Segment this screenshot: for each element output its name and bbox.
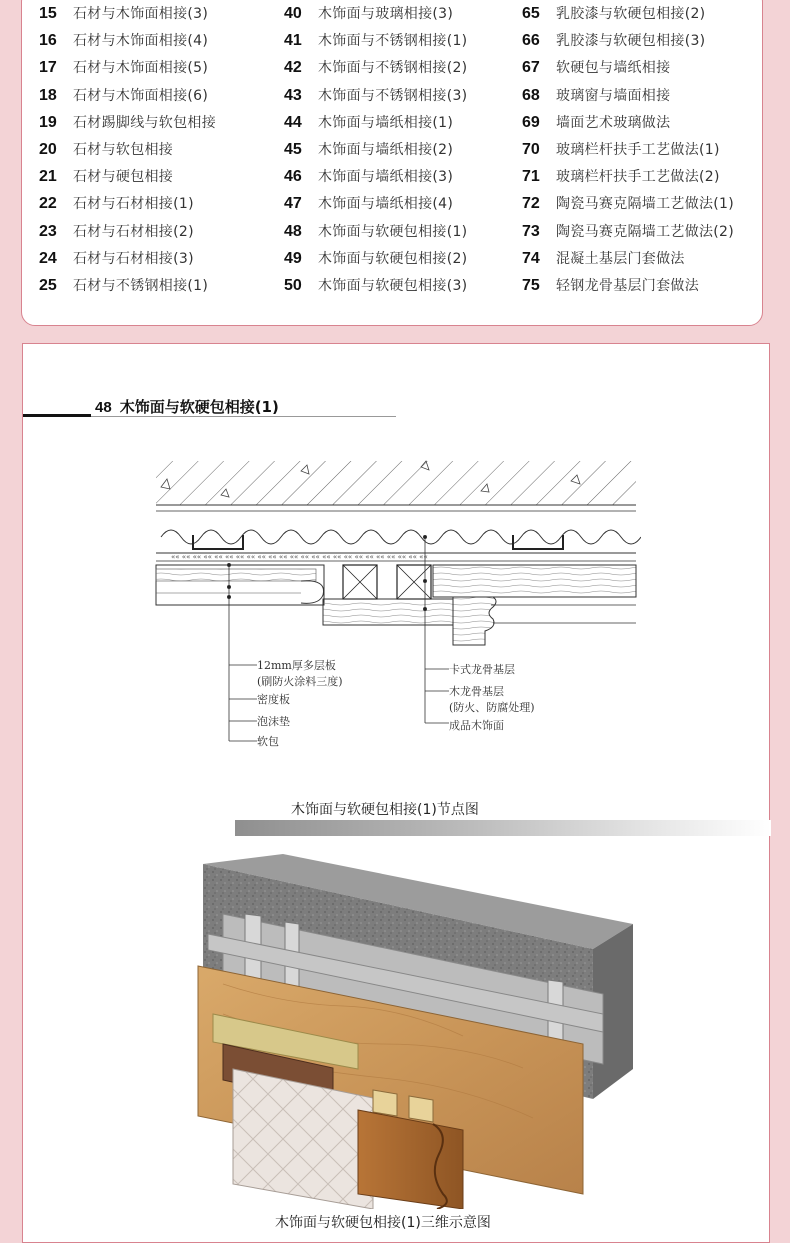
- contents-item-number: 24: [39, 249, 57, 267]
- contents-item[interactable]: [522, 275, 734, 302]
- contents-item-title: 石材与石材相接(3): [73, 250, 194, 267]
- contents-item-number: 75: [522, 276, 540, 294]
- contents-item-number: 22: [39, 195, 57, 213]
- contents-item-title: 木饰面与软硬包相接(2): [318, 250, 468, 267]
- contents-item[interactable]: [284, 3, 467, 30]
- detail-panel: [22, 343, 770, 1243]
- label-wood-keel-base: 木龙骨基层: [449, 685, 504, 698]
- contents-item-number: 20: [39, 140, 57, 158]
- contents-column-1: [39, 3, 216, 302]
- contents-item-number: 41: [284, 32, 302, 50]
- svg-text:«« «« «« «« «« «« «« «« «« ««: «« «« «« «« «« «« «« «« «« «« «« «« «« «« «« «« «« «« «« «« «« «« «« ««: [171, 553, 428, 561]
- contents-item-title: 软硬包与墙纸相接: [556, 60, 671, 77]
- contents-item-title: 石材与木饰面相接(4): [73, 33, 209, 50]
- contents-item-number: 67: [522, 59, 540, 77]
- section-title: 木饰面与软硬包相接(1): [119, 398, 279, 416]
- contents-item-number: 17: [39, 59, 57, 77]
- contents-item[interactable]: [39, 248, 216, 275]
- heading-rule-thick: [23, 414, 91, 417]
- contents-item-number: 40: [284, 5, 302, 22]
- contents-card: [21, 0, 763, 326]
- contents-item-title: 石材与木饰面相接(3): [73, 6, 209, 22]
- contents-item-title: 石材与石材相接(1): [73, 196, 194, 213]
- contents-item[interactable]: [284, 275, 467, 302]
- contents-item[interactable]: [522, 221, 734, 248]
- contents-item-number: 16: [39, 32, 57, 50]
- contents-item[interactable]: [522, 85, 734, 112]
- contents-item[interactable]: [284, 248, 467, 275]
- contents-item[interactable]: [284, 139, 467, 166]
- heading-rule-thin: [91, 416, 396, 417]
- contents-item-number: 72: [522, 195, 540, 213]
- contents-item[interactable]: [522, 248, 734, 275]
- contents-item-number: 49: [284, 249, 302, 267]
- contents-item[interactable]: [39, 30, 216, 57]
- contents-item-title: 轻钢龙骨基层门套做法: [556, 277, 699, 294]
- contents-item-number: 74: [522, 249, 540, 267]
- contents-item-number: 42: [284, 59, 302, 77]
- contents-item-title: 陶瓷马赛克隔墙工艺做法(1): [556, 196, 735, 213]
- contents-item[interactable]: [39, 85, 216, 112]
- contents-item[interactable]: [39, 112, 216, 139]
- contents-item[interactable]: [39, 3, 216, 30]
- contents-item-number: 18: [39, 86, 57, 104]
- contents-item-title: 木饰面与软硬包相接(3): [318, 277, 468, 294]
- label-fire-rot-treatment: (防火、防腐处理): [449, 701, 535, 714]
- contents-item[interactable]: [39, 139, 216, 166]
- contents-item-number: 23: [39, 222, 57, 240]
- contents-item-title: 木饰面与不锈钢相接(2): [318, 60, 468, 77]
- contents-item-title: 石材与不锈钢相接(1): [73, 277, 209, 294]
- label-fireproof-coating: (刷防火涂料三度): [257, 675, 343, 688]
- contents-item-title: 乳胶漆与软硬包相接(3): [556, 33, 706, 50]
- contents-item-title: 木饰面与不锈钢相接(1): [318, 33, 468, 50]
- contents-item[interactable]: [522, 166, 734, 193]
- section-heading: [95, 396, 279, 417]
- contents-item[interactable]: [522, 3, 734, 30]
- contents-item-title: 石材与木饰面相接(6): [73, 87, 209, 104]
- contents-item-number: 46: [284, 168, 302, 186]
- render-3d-illustration: [163, 854, 633, 1209]
- contents-item-number: 15: [39, 5, 57, 22]
- contents-item-title: 混凝土基层门套做法: [556, 250, 685, 267]
- label-soft-pack: 软包: [257, 735, 279, 748]
- contents-item-title: 木饰面与墙纸相接(2): [318, 141, 454, 158]
- contents-item[interactable]: [39, 221, 216, 248]
- contents-column-2: [284, 3, 467, 302]
- contents-column-3: [522, 3, 734, 302]
- contents-item[interactable]: [284, 112, 467, 139]
- contents-item-title: 石材与木饰面相接(5): [73, 60, 209, 77]
- contents-item-title: 木饰面与不锈钢相接(3): [318, 87, 468, 104]
- contents-item-title: 石材与硬包相接: [73, 169, 174, 186]
- contents-item-number: 73: [522, 222, 540, 240]
- contents-item[interactable]: [284, 85, 467, 112]
- caption-gradient-bar: [235, 820, 771, 836]
- label-multilayer-board: 12mm厚多层板: [257, 659, 336, 672]
- label-finished-veneer: 成品木饰面: [449, 719, 504, 732]
- contents-item[interactable]: [522, 139, 734, 166]
- contents-item-number: 25: [39, 276, 57, 294]
- contents-item[interactable]: [39, 275, 216, 302]
- contents-item-number: 71: [522, 168, 540, 186]
- label-density-board: 密度板: [257, 693, 290, 706]
- contents-item-title: 玻璃栏杆扶手工艺做法(1): [556, 141, 720, 158]
- contents-item-number: 65: [522, 5, 540, 22]
- contents-item[interactable]: [284, 30, 467, 57]
- label-card-keel-base: 卡式龙骨基层: [449, 663, 515, 676]
- contents-item-title: 木饰面与墙纸相接(4): [318, 196, 454, 213]
- contents-item[interactable]: [522, 57, 734, 84]
- node-drawing-caption: 木饰面与软硬包相接(1)节点图: [291, 802, 479, 818]
- label-foam-pad: 泡沫垫: [257, 715, 290, 728]
- contents-item-title: 玻璃窗与墙面相接: [556, 87, 671, 104]
- contents-item-title: 石材踢脚线与软包相接: [73, 114, 216, 131]
- contents-item[interactable]: [39, 193, 216, 220]
- section-number: 48: [95, 399, 112, 416]
- contents-item-number: 45: [284, 140, 302, 158]
- concrete-wall: [156, 461, 636, 505]
- contents-item-number: 50: [284, 276, 302, 294]
- contents-item[interactable]: [39, 57, 216, 84]
- contents-item-number: 66: [522, 32, 540, 50]
- render-3d-caption: 木饰面与软硬包相接(1)三维示意图: [275, 1215, 491, 1231]
- contents-item-number: 69: [522, 113, 540, 131]
- contents-item-title: 木饰面与墙纸相接(3): [318, 169, 454, 186]
- contents-item-title: 玻璃栏杆扶手工艺做法(2): [556, 169, 720, 186]
- contents-item-number: 48: [284, 222, 302, 240]
- contents-item[interactable]: [284, 193, 467, 220]
- contents-item[interactable]: [284, 57, 467, 84]
- contents-item[interactable]: [39, 166, 216, 193]
- contents-item-title: 石材与软包相接: [73, 141, 174, 158]
- contents-item[interactable]: [522, 112, 734, 139]
- contents-item-title: 木饰面与玻璃相接(3): [318, 6, 454, 22]
- contents-item-number: 43: [284, 86, 302, 104]
- contents-item-number: 44: [284, 113, 302, 131]
- contents-item-number: 21: [39, 168, 57, 186]
- contents-item-number: 68: [522, 86, 540, 104]
- contents-item-number: 70: [522, 140, 540, 158]
- contents-item[interactable]: [522, 193, 734, 220]
- node-drawing: [151, 457, 641, 757]
- contents-item[interactable]: [284, 166, 467, 193]
- contents-item-title: 石材与石材相接(2): [73, 223, 194, 240]
- contents-item-title: 陶瓷马赛克隔墙工艺做法(2): [556, 223, 735, 240]
- contents-item-title: 乳胶漆与软硬包相接(2): [556, 6, 706, 22]
- contents-item-number: 47: [284, 195, 302, 213]
- contents-item-title: 木饰面与墙纸相接(1): [318, 114, 454, 131]
- contents-item[interactable]: [522, 30, 734, 57]
- contents-item-title: 木饰面与软硬包相接(1): [318, 223, 468, 240]
- contents-item-number: 19: [39, 113, 57, 131]
- contents-item[interactable]: [284, 221, 467, 248]
- contents-item-title: 墙面艺术玻璃做法: [556, 114, 671, 131]
